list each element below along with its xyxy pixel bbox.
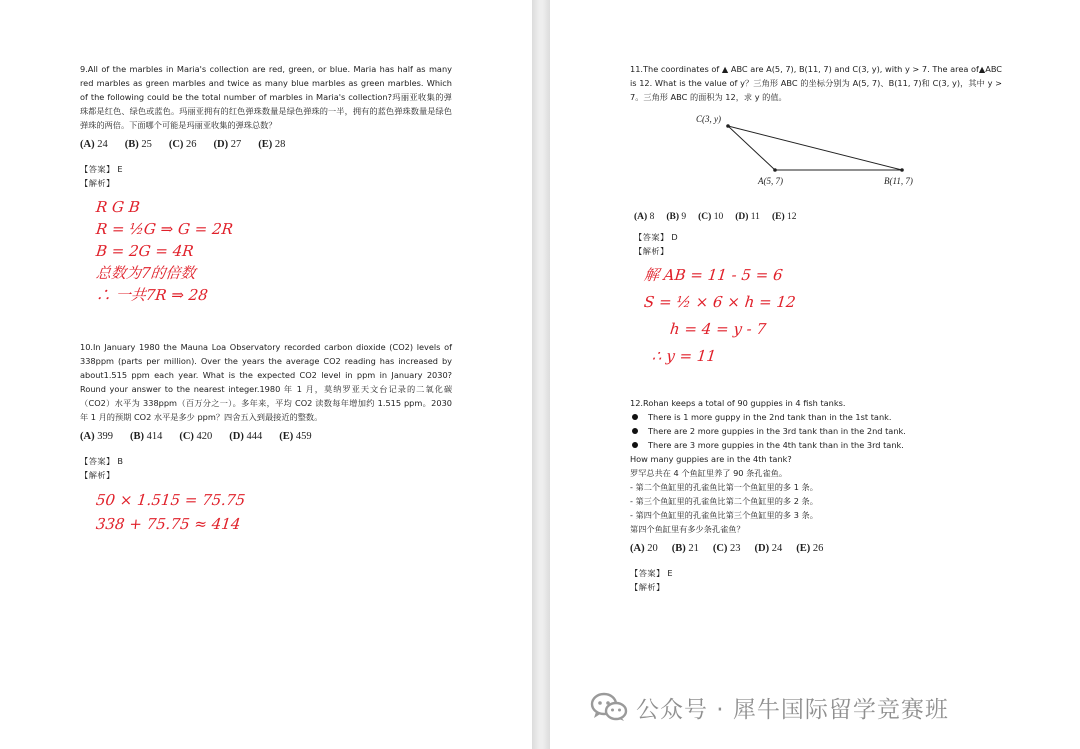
q9-choice-c[interactable]: (C) 26 [168,139,197,150]
q9-answer-block [80,162,452,190]
q9-hand-line-5: ∴ 一共7R ⇒ 28 [95,286,209,304]
question-11-choices-block [634,204,1006,258]
q10-text-en: 10.In January 1980 the Mauna Loa Observatory recorded carbon dioxide (CO2) levels of 338ppm (parts per million). Over the years the average CO2 reading has increased by about1.515 ppm each year. What is the expected CO2 level in ppm in January 2030? Round your answer to the nearest integer. [80,342,452,394]
question-9 [80,62,452,190]
q11-text-zh: 三角形 ABC 的坐标分别为 A(5, 7)、B(11, 7)和 C(3, y)，其中 y > 7。三角形 ABC 的面积为 12，求 y 的值。 [630,78,1002,102]
q11-text-part2: ABC are A(5, 7), B(11, 7) and C(3, y), with y > 7. The area of [730,64,979,74]
q12-question-en: How many guppies are in the 4th tank? [630,454,792,464]
q12-choice-e[interactable]: (E) 26 [796,543,824,554]
q10-analysis-label: 【解析】 [80,470,115,480]
triangle-figure [690,108,950,190]
q11-text-part3: ABC is 12. What is the value of y？ [630,64,1003,88]
q10-choice-a[interactable]: (A) 399 [80,431,113,442]
q11-answer-label: 【答案】 [634,232,669,242]
q12-bullet-zh-1: - 第二个鱼缸里的孔雀鱼比第一个鱼缸里的多 1 条。 [630,482,818,492]
q10-text-zh: 1980 年 1 月，莫纳罗亚天文台记录的二氧化碳（CO2）水平为 338ppm（百万分之一）。多年来，平均 CO2 读数每年增加约 1.515 ppm。2030 年 1 月的预期 CO2 水平是多少 ppm？四舍五入到最接近的整数。 [80,384,453,422]
q11-answer: D [671,232,678,242]
q11-choice-d[interactable]: (D) 11 [735,212,760,222]
q9-hand-line-2: R = ½G ⇒ G = 2R [95,220,234,238]
q10-handwritten-solution [96,488,245,536]
q9-hand-line-3: B = 2G = 4R [95,242,195,260]
wechat-icon [590,692,628,722]
q9-answer: E [117,164,123,174]
question-10 [80,340,452,482]
q9-choices [80,138,452,152]
q12-bullet-2: There are 2 more guppies in the 3rd tank than in the 2nd tank. [630,424,1002,438]
q12-choice-c[interactable]: (C) 23 [712,543,741,554]
q9-hand-line-4: 总数为7的倍数 [95,264,197,282]
q12-choices [630,542,1002,556]
q11-analysis-label: 【解析】 [634,246,669,256]
q11-choice-e[interactable]: (E) 12 [771,212,797,222]
q10-answer-block [80,454,452,482]
q11-hand-line-4: ∴ y = 11 [651,347,717,365]
q12-answer: E [667,568,673,578]
q12-analysis-label: 【解析】 [630,582,665,592]
q9-handwritten-solution [96,196,233,306]
q12-choice-a[interactable]: (A) 20 [630,543,658,554]
q12-bullet-3: There are 3 more guppies in the 4th tank than in the 3rd tank. [630,438,1002,452]
q9-text-zh: 玛丽亚收集的弹珠都是红色、绿色或蓝色。玛丽亚拥有的红色弹珠数量是绿色弹珠的一半，拥有的蓝色弹珠数量是绿色弹珠的两倍。下面哪个可能是玛丽亚收集的弹珠总数？ [80,92,452,130]
q10-choice-e[interactable]: (E) 459 [279,431,312,442]
question-12 [630,396,1002,594]
q12-bullet-zh-2: - 第三个鱼缸里的孔雀鱼比第二个鱼缸里的多 2 条。 [630,496,818,506]
q12-choice-b[interactable]: (B) 21 [671,543,699,554]
page-gap [532,0,550,749]
q9-choice-e[interactable]: (E) 28 [258,139,286,150]
q11-text-part1: 11.The coordinates of [630,64,720,74]
q10-hand-line-2: 338 + 75.75 ≈ 414 [95,515,242,533]
q12-answer-block [630,566,1002,594]
q10-answer: B [117,456,123,466]
triangle-icon: ▲ [721,64,729,74]
q11-handwritten-solution [644,262,796,370]
question-11 [630,62,1002,104]
watermark [590,689,949,725]
q9-choice-b[interactable]: (B) 25 [124,139,152,150]
q12-intro-en: 12.Rohan keeps a total of 90 guppies in 4 fish tanks. [630,398,846,408]
point-b [900,168,904,172]
page-left [0,0,532,749]
side-ca [728,126,775,170]
q10-choice-b[interactable]: (B) 414 [129,431,163,442]
q11-hand-line-1: 解 AB = 11 - 5 = 6 [643,266,784,284]
q11-hand-line-2: S = ½ × 6 × h = 12 [643,293,797,311]
q11-choice-a[interactable]: (A) 8 [634,212,655,222]
triangle-icon: ▲ [978,64,986,74]
point-a [773,168,777,172]
side-cb [728,126,902,170]
q12-choice-d[interactable]: (D) 24 [754,543,783,554]
point-c [726,124,730,128]
q9-choice-a[interactable]: (A) 24 [80,139,108,150]
label-c: C(3, y) [696,114,721,124]
q12-answer-label: 【答案】 [630,568,665,578]
q10-hand-line-1: 50 × 1.515 = 75.75 [95,491,247,509]
q9-answer-label: 【答案】 [80,164,115,174]
q12-question-zh: 第四个鱼缸里有多少条孔雀鱼？ [630,524,745,534]
q10-choice-c[interactable]: (C) 420 [179,431,213,442]
q9-text-en: 9.All of the marbles in Maria's collection are red, green, or blue. Maria has half as many red marbles as green marbles and twice as many blue marbles as green marbles. Which of the following could be the total number of marbles in Maria's collection? [80,64,452,102]
label-b: B(11, 7) [884,176,913,186]
q12-bullet-1: There is 1 more guppy in the 2nd tank than in the 1st tank. [630,410,1002,424]
q9-analysis-label: 【解析】 [80,178,115,188]
page-right [550,0,1080,749]
q11-choice-c[interactable]: (C) 10 [698,212,724,222]
q11-hand-line-3: h = 4 = y - 7 [669,320,768,338]
q11-choice-b[interactable]: (B) 9 [666,212,687,222]
watermark-text: 公众号 · 犀牛国际留学竞赛班 [636,696,949,723]
q11-answer-block [634,230,1006,258]
q11-choices [634,210,1006,224]
q10-choice-d[interactable]: (D) 444 [229,431,263,442]
label-a: A(5, 7) [758,176,783,186]
q9-choice-d[interactable]: (D) 27 [213,139,242,150]
q10-answer-label: 【答案】 [80,456,115,466]
q9-hand-line-1: R G B [95,198,141,216]
q10-choices [80,430,452,444]
q12-bullets-en [630,410,1002,452]
q12-bullet-zh-3: - 第四个鱼缸里的孔雀鱼比第三个鱼缸里的多 3 条。 [630,510,818,520]
q12-intro-zh: 罗罕总共在 4 个鱼缸里养了 90 条孔雀鱼。 [630,468,788,478]
